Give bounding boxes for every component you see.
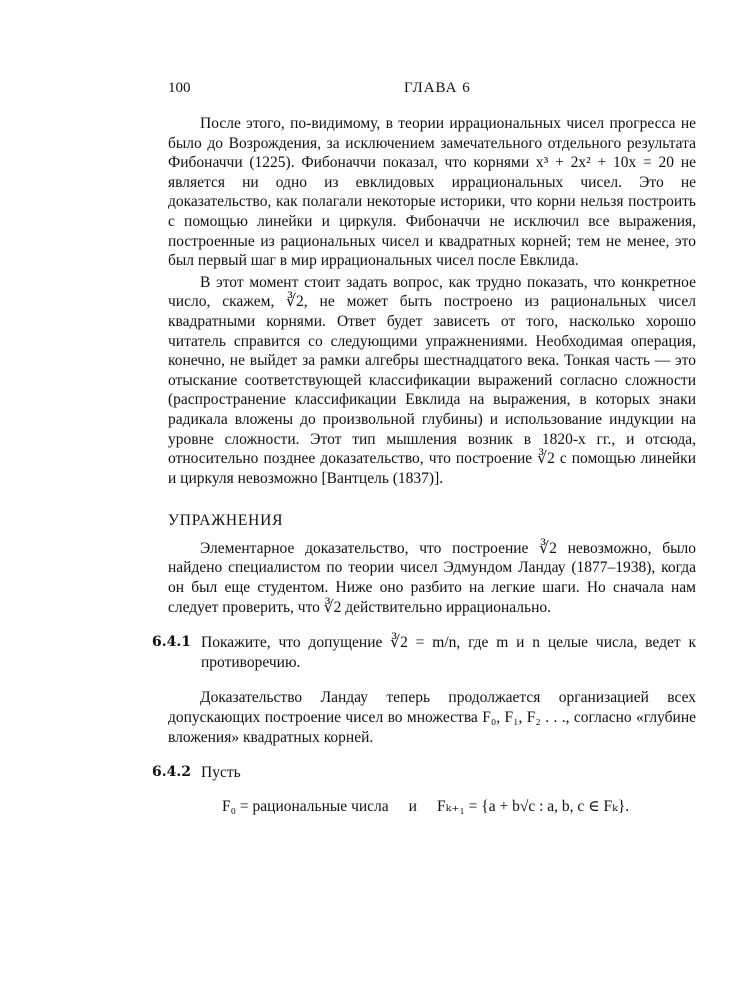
running-head [168, 80, 696, 100]
landau-paragraph: Доказательство Ландау теперь продолжается организацией всех допускающих построение чисел во множества F₀, F₁, F₂ . . ., согласно «глубине вложения» квадратных корней. [168, 689, 696, 746]
exercise-text: Пусть [201, 764, 241, 782]
exercise-text: Покажите, что допущение ∛2 = m/n, где m и n целые числа, ведет к противоречию. [201, 634, 696, 671]
exercise-6-4-1 [152, 633, 696, 672]
exercise-6-4-2 [152, 763, 696, 816]
paragraph-fibonacci: После этого, по-видимому, в теории иррациональных чисел прогресса не было до Возрождения, за исключением замечательного отдельного результата Фибоначчи (1225). Фибоначчи показал, что корнями x³ + 2x² + 10x = 20 не является ни одно из евклидовых иррациональных чисел. Это не доказательство, как полагали некоторые историки, что корни нельзя построить с помощью линейки и циркуля. Фибоначчи не исключил все выражения, построенные из рациональных чисел и квадратных корней; тем не менее, это был первый шаг в мир иррациональных чисел после Евклида. [168, 115, 696, 270]
exercise-number: 6.4.2 [152, 764, 191, 781]
exercises-heading: УПРАЖНЕНИЯ [168, 512, 284, 530]
formula-definition [222, 797, 696, 817]
exercise-number: 6.4.1 [152, 634, 191, 651]
formula-and: и [408, 797, 417, 815]
main-text [152, 114, 696, 816]
paragraph-cube-root: В этот момент стоит задать вопрос, как трудно показать, что конкретное число, скажем, ∛2, не может быть построено из рациональных чисел квадратными корнями. Ответ будет зависеть от того, насколько хорошо читатель справится со следующими упражнениями. Необходимая операция, конечно, не выйдет за рамки алгебры шестнадцатого века. Тонкая часть — это отыскание соответствующей классификации выражений согласно сложности (распространение классификации Евклида на выражения, в которых знаки радикала вложены до произвольной глубины) и использование индукции на уровне сложности. Этот тип мышления возник в 1820-х гг., и отсюда, относительно позднее доказательство, что построение ∛2 с помощью линейки и циркуля невозможно [Вантцель (1837)]. [168, 273, 696, 487]
exercises-intro: Элементарное доказательство, что построение ∛2 невозможно, было найдено специалистом по теории чисел Эдмундом Ландау (1877–1938), когда он был еще студентом. Ниже оно разбито на легкие шаги. Но сначала нам следует проверить, что ∛2 действительно иррационально. [168, 539, 696, 616]
formula-right: Fₖ₊₁ = {a + b√c : a, b, c ∈ Fₖ}. [436, 797, 630, 815]
page-number: 100 [168, 80, 191, 96]
formula-left: F₀ = рациональные числа [222, 797, 389, 815]
chapter-title: ГЛАВА 6 [404, 80, 471, 96]
